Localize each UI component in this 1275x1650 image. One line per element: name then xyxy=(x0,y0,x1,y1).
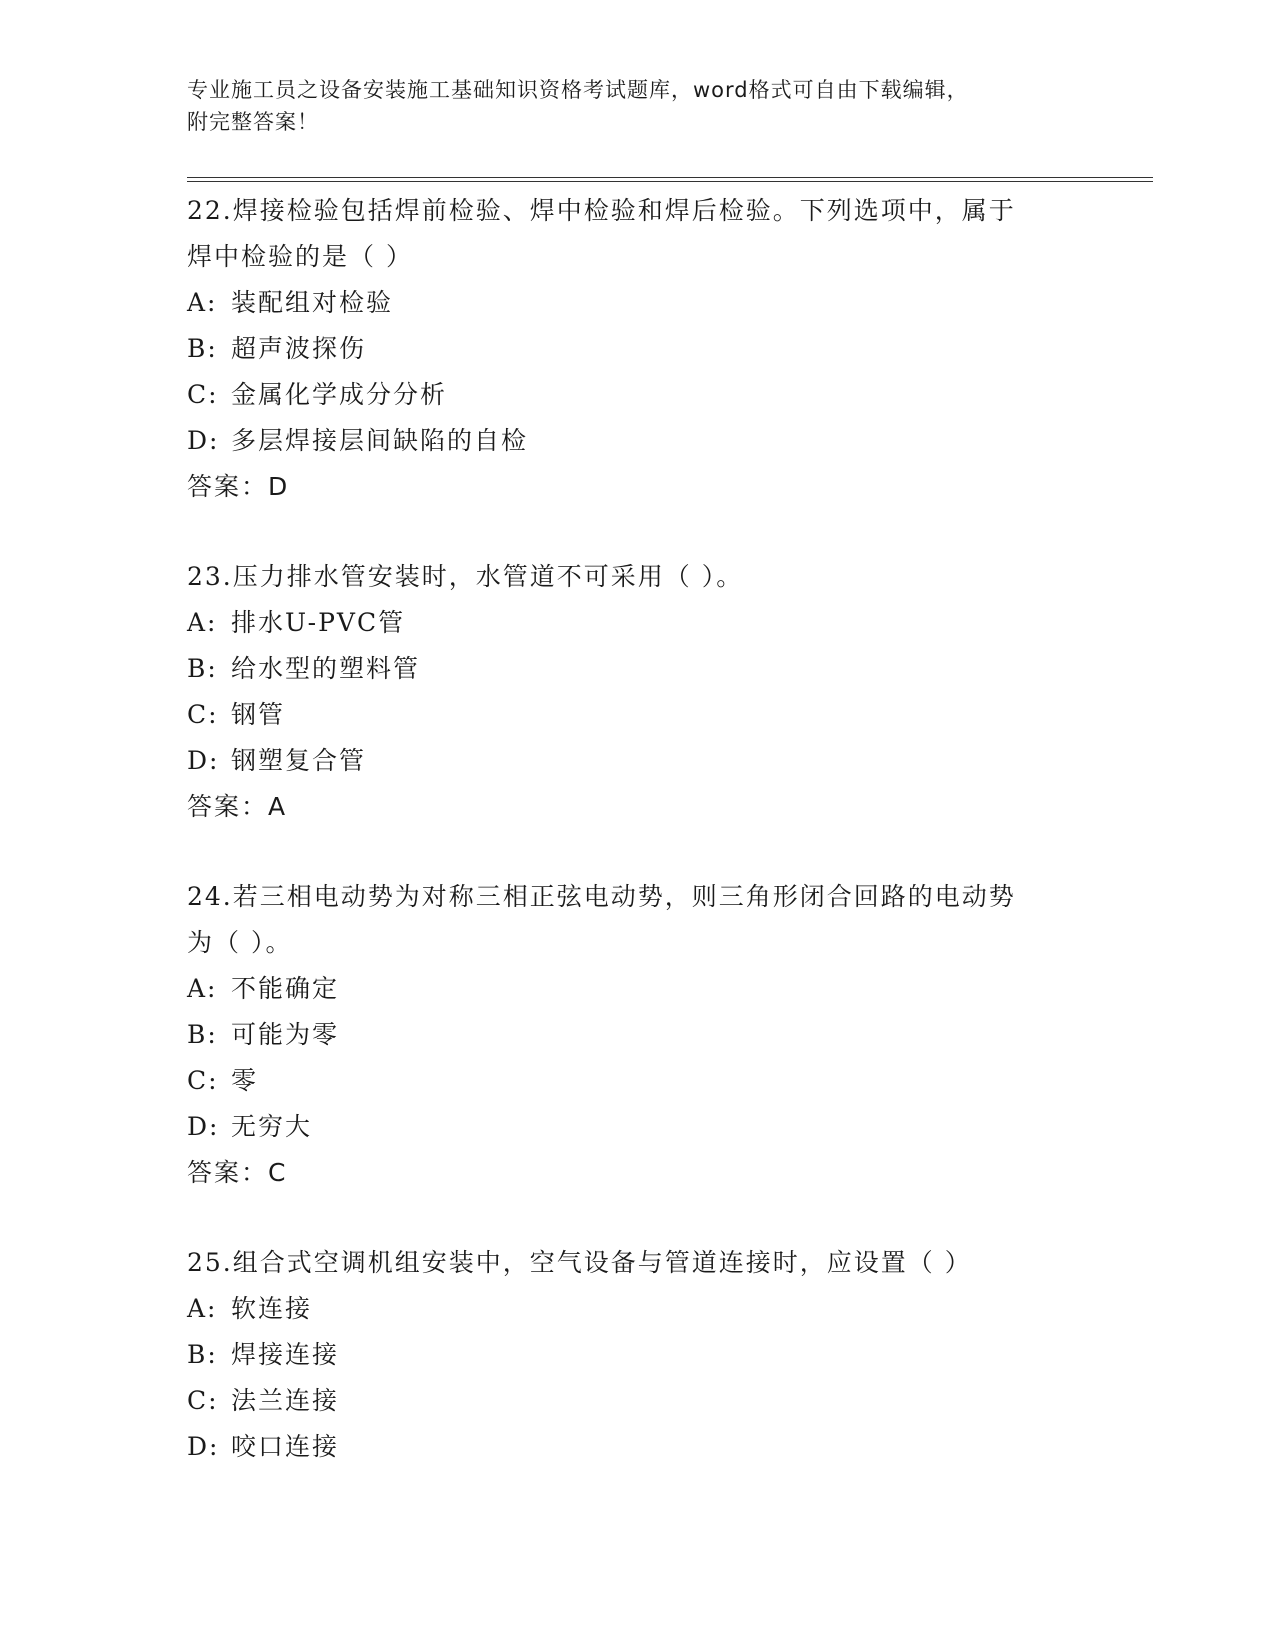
option-d xyxy=(187,418,1087,464)
option-text: 法兰连接 xyxy=(231,1386,340,1415)
option-text: 无穷大 xyxy=(231,1112,313,1141)
option-letter: A: xyxy=(187,974,218,1003)
option-letter: A: xyxy=(187,608,218,637)
question-stem-line: 23.压力排水管安装时，水管道不可采用（ ）。 xyxy=(187,562,744,591)
option-letter: B: xyxy=(187,1020,218,1049)
option-text: 金属化学成分分析 xyxy=(231,380,448,409)
option-c xyxy=(187,372,1087,418)
answer-line: 答案：C xyxy=(187,1158,288,1187)
header-divider-thin xyxy=(187,177,1153,178)
question-stem-line: 24.若三相电动势为对称三相正弦电动势，则三角形闭合回路的电动势 xyxy=(187,882,1016,911)
option-letter: A: xyxy=(187,288,218,317)
option-letter: B: xyxy=(187,1340,218,1369)
answer-line: 答案：A xyxy=(187,792,288,821)
option-text: 软连接 xyxy=(231,1294,313,1323)
option-b xyxy=(187,1332,1087,1378)
option-text: 给水型的塑料管 xyxy=(231,654,421,683)
question-24 xyxy=(187,874,1087,1196)
option-text: 超声波探伤 xyxy=(231,334,367,363)
question-gap xyxy=(187,830,1087,874)
option-text: 不能确定 xyxy=(231,974,340,1003)
option-text: 排水U-PVC管 xyxy=(231,608,406,637)
option-a xyxy=(187,600,1087,646)
option-d xyxy=(187,1104,1087,1150)
option-letter: B: xyxy=(187,334,218,363)
option-letter: D: xyxy=(187,746,220,775)
option-c xyxy=(187,1058,1087,1104)
option-text: 多层焊接层间缺陷的自检 xyxy=(231,426,529,455)
option-text: 零 xyxy=(231,1066,259,1095)
question-stem-line: 22.焊接检验包括焊前检验、焊中检验和焊后检验。下列选项中，属于 xyxy=(187,196,1016,225)
option-letter: D: xyxy=(187,426,220,455)
option-letter: D: xyxy=(187,1112,220,1141)
question-22 xyxy=(187,188,1087,510)
option-text: 可能为零 xyxy=(231,1020,340,1049)
option-text: 焊接连接 xyxy=(231,1340,340,1369)
question-stem-line: 焊中检验的是（ ） xyxy=(187,242,413,271)
answer-line: 答案：D xyxy=(187,472,290,501)
option-b xyxy=(187,1012,1087,1058)
option-a xyxy=(187,966,1087,1012)
question-25 xyxy=(187,1240,1087,1470)
option-letter: A: xyxy=(187,1294,218,1323)
option-a xyxy=(187,1286,1087,1332)
option-text: 钢管 xyxy=(231,700,286,729)
question-gap xyxy=(187,510,1087,554)
option-letter: C: xyxy=(187,380,219,409)
document-header xyxy=(187,74,1067,138)
option-a xyxy=(187,280,1087,326)
question-23 xyxy=(187,554,1087,830)
option-b xyxy=(187,646,1087,692)
question-stem-line: 25.组合式空调机组安装中，空气设备与管道连接时，应设置（ ） xyxy=(187,1248,972,1277)
question-list xyxy=(187,188,1087,1470)
header-divider-thick xyxy=(187,181,1153,182)
option-text: 咬口连接 xyxy=(231,1432,340,1461)
option-text: 钢塑复合管 xyxy=(231,746,367,775)
option-text: 装配组对检验 xyxy=(231,288,394,317)
option-d xyxy=(187,1424,1087,1470)
header-line-1: 专业施工员之设备安装施工基础知识资格考试题库，word格式可自由下载编辑， xyxy=(187,78,969,102)
option-b xyxy=(187,326,1087,372)
question-gap xyxy=(187,1196,1087,1240)
option-letter: C: xyxy=(187,1386,219,1415)
option-c xyxy=(187,1378,1087,1424)
option-letter: C: xyxy=(187,1066,219,1095)
option-letter: C: xyxy=(187,700,219,729)
option-d xyxy=(187,738,1087,784)
option-c xyxy=(187,692,1087,738)
option-letter: B: xyxy=(187,654,218,683)
question-stem-line: 为（ ）。 xyxy=(187,928,293,957)
option-letter: D: xyxy=(187,1432,220,1461)
header-line-2: 附完整答案！ xyxy=(187,110,319,134)
